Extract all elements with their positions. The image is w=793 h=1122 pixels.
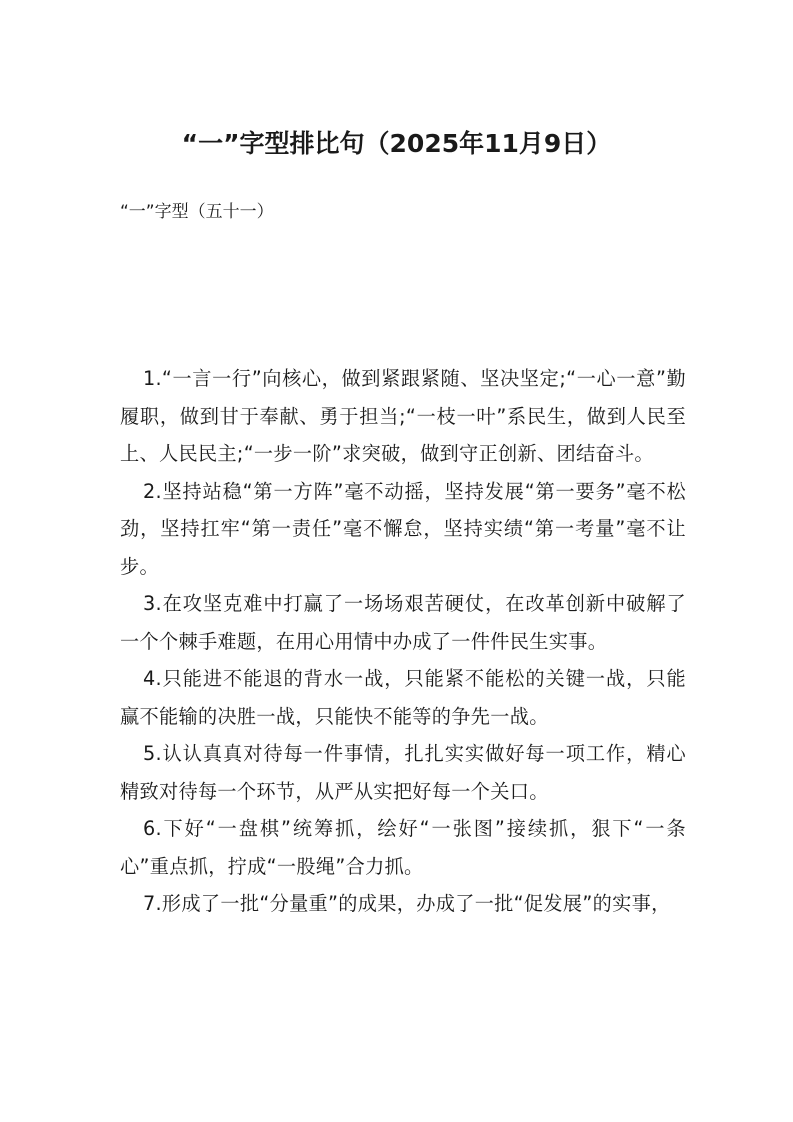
document-body [120, 360, 686, 923]
paragraph-7: 7.形成了一批“分量重”的成果，办成了一批“促发展”的实事， [143, 892, 671, 915]
section-subtitle: “一”字型（五十一） [120, 202, 274, 222]
paragraph-3: 3.在攻坚克难中打赢了一场场艰苦硬仗，在改革创新中破解了一个个棘手难题，在用心用情中办成了一件件民生实事。 [120, 592, 686, 653]
paragraph-4: 4.只能进不能退的背水一战，只能紧不能松的关键一战，只能赢不能输的决胜一战，只能快不能等的争先一战。 [120, 667, 686, 728]
page-title: “一”字型排比句（2025年11月9日） [181, 129, 612, 158]
paragraph-5: 5.认认真真对待每一件事情，扎扎实实做好每一项工作，精心精致对待每一个环节，从严从实把好每一个关口。 [120, 742, 686, 803]
paragraph-2: 2.坚持站稳“第一方阵”毫不动摇，坚持发展“第一要务”毫不松劲，坚持扛牢“第一责任”毫不懈怠，坚持实绩“第一考量”毫不让步。 [120, 479, 686, 578]
paragraph-1: 1.“一言一行”向核心，做到紧跟紧随、坚决坚定;“一心一意”勤履职，做到甘于奉献、勇于担当;“一枝一叶”系民生，做到人民至上、人民民主;“一步一阶”求突破，做到守正创新、团结奋斗。 [120, 367, 686, 465]
paragraph-6: 6.下好“一盘棋”统筹抓，绘好“一张图”接续抓，狠下“一条心”重点抓，拧成“一股绳”合力抓。 [120, 817, 686, 878]
